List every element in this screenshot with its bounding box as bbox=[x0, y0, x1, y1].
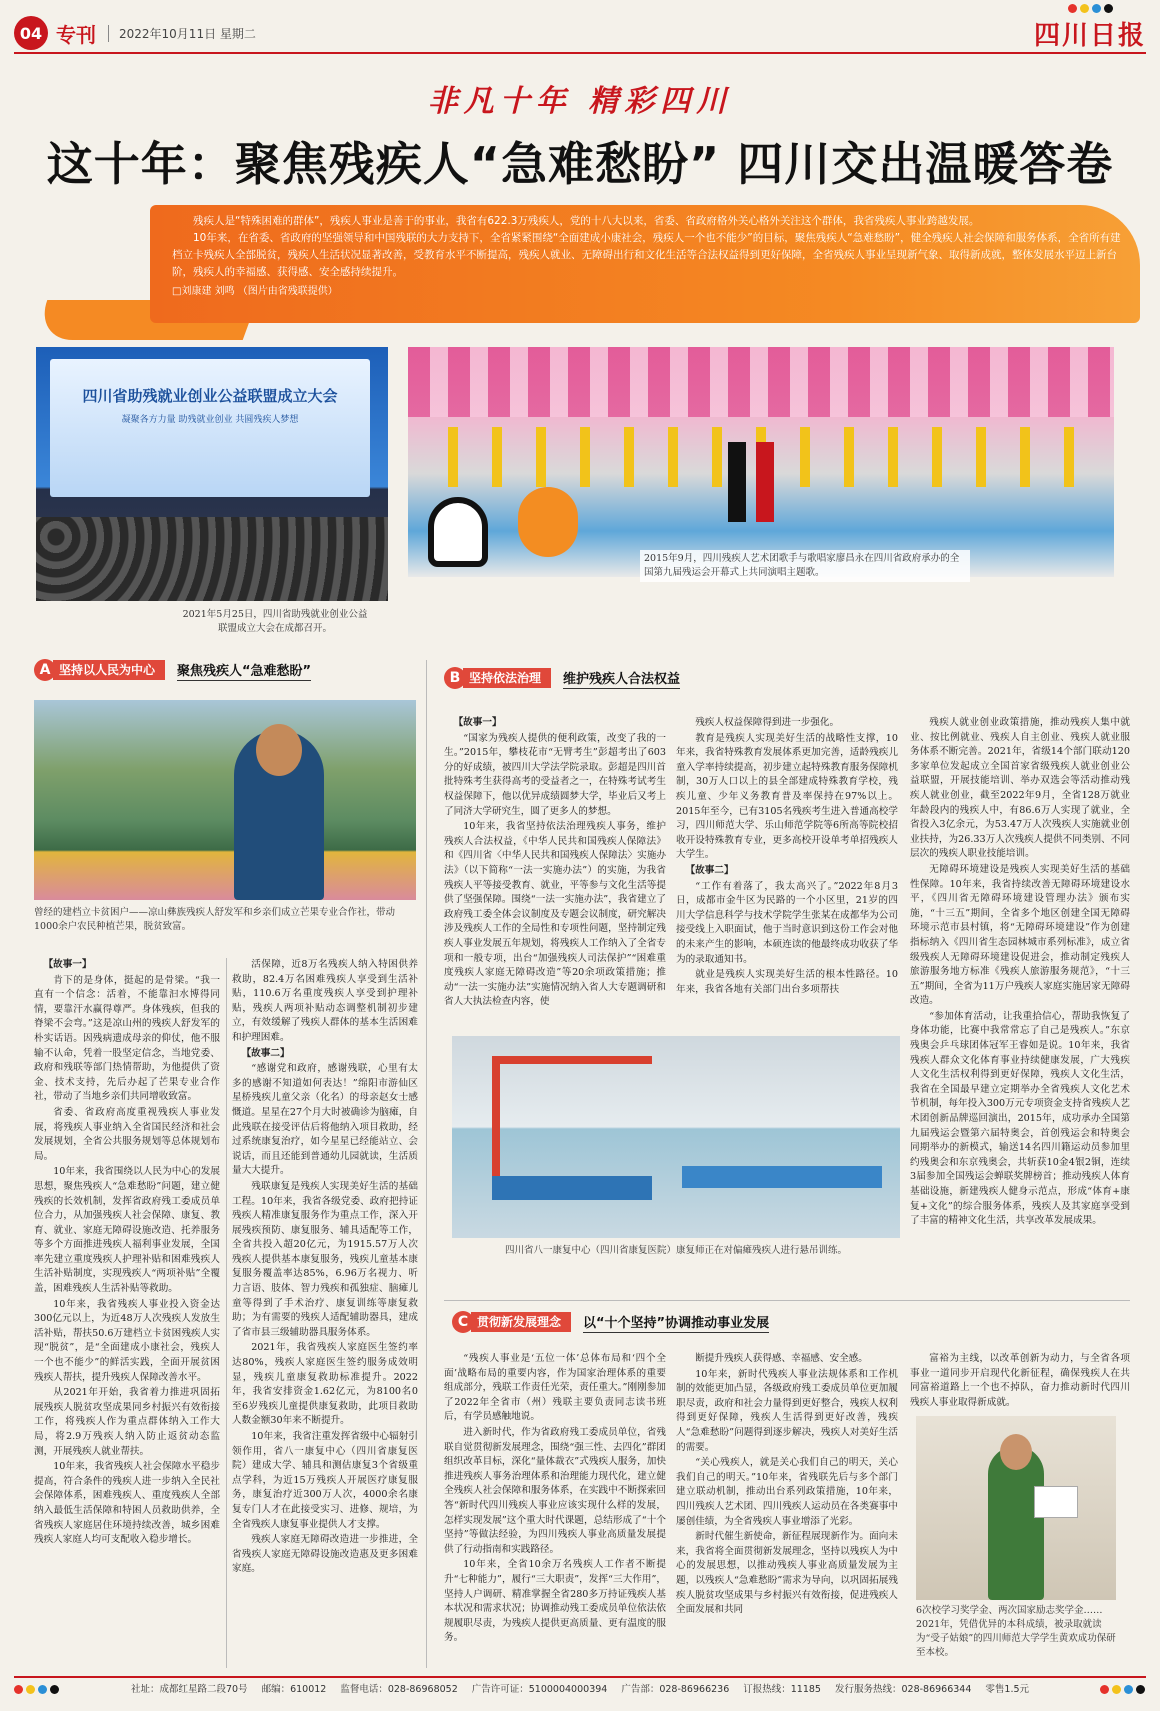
intro-paragraph: 残疾人是“特殊困难的群体”，残疾人事业是善于的事业，我省有622.3万残疾人，党的十八大以来，省委、省政府格外关心格外关注这个群体，我省残疾人事业跨越发展。 bbox=[193, 215, 980, 227]
therapy-bed bbox=[682, 1166, 882, 1188]
story-label: 【故事二】 bbox=[685, 864, 734, 876]
color-registration-dots bbox=[1100, 1685, 1145, 1694]
footer-subscribe: 订报热线：11185 bbox=[743, 1684, 821, 1695]
body-paragraph: 富裕为主线，以改革创新为动力，与全省各项事业一道同步开启现代化新征程，确保残疾人在共同富裕道路上一个也不掉队，奋力推动新时代四川残疾人事业取得新成就。 bbox=[910, 1353, 1130, 1408]
rehab-caption: 四川省八一康复中心（四川省康复医院）康复师正在对偏瘫残疾人进行悬吊训练。 bbox=[504, 1245, 847, 1256]
body-paragraph: “关心残疾人，就是关心我们自己的明天，关心我们自己的明天。”10年来，省残联先后与多个部门建立联动机制，推动出台系列政策措施，10年来，四川残疾人艺术团、四川残疾人运动员在各类赛事中屡创佳绩，为全省残疾人事业增添了光彩。 bbox=[676, 1457, 898, 1527]
body-paragraph: 10年来，我省围绕以人民为中心的发展思想，聚焦残疾人“急难愁盼”问题，建立健残疾的长效机制，发挥省政府残工委成员单位合力，从加强残疾人社会保障、康复、教育、就业、家庭无障碍设施改造、托养服务等多个方面推进残疾人福利事业发展，全国率先建立重度残疾人护理补贴和困难残疾人生活补贴制度，实现残疾人“两项补贴”全覆盖，困难残疾人生活补贴等救助。 bbox=[34, 1166, 220, 1295]
section-divider bbox=[444, 1300, 1130, 1301]
body-paragraph: 无障碍环境建设是残疾人实现美好生活的基础性保障。10年来，我省持续改善无障碍环境建设水平，《四川省无障碍环境建设管理办法》颁布实施，“十三五”期间，全省多个地区创建全国无障碍环境示范市县村镇，将“无障碍环境建设”作为创建指标纳入《四川省生态园林城市系列标准》，成立省级残疾人无障碍环境建设促进会，推动制定残疾人旅游服务地方标准《残疾人旅游服务规范》，“十三五”期间，全省为11万户残疾人家庭实施居家无障碍改造。 bbox=[910, 863, 1130, 1007]
section-a-header bbox=[34, 658, 311, 682]
footer-ad-license: 广告许可证：5100004000394 bbox=[471, 1684, 608, 1695]
body-paragraph: 10年来，我省残疾人事业投入资金达300亿元以上，为近48万人次残疾人发放生活补贴，帮扶50.6万建档立卡贫困残疾人实现“脱贫”，是“全面建成小康社会，残疾人一个也不能少”的鲜活实践，全面开展贫困残疾人帮扶，提升残疾人保障改善水平。 bbox=[34, 1298, 220, 1383]
section-subtitle: 以“十个坚持”协调推动事业发展 bbox=[583, 1312, 769, 1333]
body-paragraph: “残疾人事业是‘五位一体’总体布局和‘四个全面’战略布局的重要内容，作为国家治理体系的重要组成部分，残联工作责任光荣，责任重大。”刚刚参加了2022年全省市（州）残联主要负责同志读书班后，有学员感触地说。 bbox=[444, 1353, 666, 1423]
monkey-mascot bbox=[518, 487, 578, 557]
body-paragraph: 10年来，新时代残疾人事业法规体系和工作机制的效能更加凸显，各级政府残工委成员单位更加履职尽责，政府和社会力量得到更好整合，残疾人权利得到更好保障，残疾人生活得到更好改善，残疾人“急难愁盼”问题得到逐步解决，残疾人对美好生活的需要。 bbox=[676, 1368, 898, 1453]
therapy-bed bbox=[492, 1176, 652, 1200]
body-paragraph: 10年来，全省10余万名残疾人工作者不断提升“七种能力”，履行“三大职责”，发挥“三大作用”，坚持人户调研、精准掌握全省280多万持证残疾人基本状况和需求状况；协调推动残工委成员单位依法依规履职尽责，为残疾人提供更高质量、更有温度的服务。 bbox=[444, 1559, 666, 1644]
body-paragraph: 残联康复是残疾人实现美好生活的基础工程。10年来，我省各级党委、政府把持证残疾人精准康复服务作为重点工作，深入开展残疾预防、康复服务、辅具适配等工作，全省共投入超20亿元，为1915.57万人次残疾人提供基本康复服务，残疾儿童基本康复服务覆盖率达85%，6.96万名视力、听力言语、肢体、智力残疾和孤独症、脑瘫儿童等得到了手术治疗、康复训练等康复救助；为有需要的残疾人适配辅助器具，建成了省市县三级辅助器具服务体系。 bbox=[232, 1180, 418, 1338]
body-paragraph: 省委、省政府高度重视残疾人事业发展，将残疾人事业纳入全省国民经济和社会发展规划，全省公共服务规划等总体规划布局。 bbox=[34, 1106, 220, 1162]
mango-farmer-photo bbox=[34, 700, 416, 900]
footer-price: 零售1.5元 bbox=[985, 1684, 1030, 1695]
story-label: 【故事一】 bbox=[43, 959, 92, 970]
conference-banner-text: 四川省助残就业创业公益联盟成立大会 bbox=[82, 387, 338, 405]
story-label: 【故事二】 bbox=[241, 1047, 290, 1059]
section-tag: 贯彻新发展理念 bbox=[471, 1312, 571, 1332]
body-paragraph: 进入新时代，作为省政府残工委成员单位，省残联自觉贯彻新发展理念，围绕“强三性、去四化”群团组织改革目标，深化“量体裁衣”式残疾人服务，加快推进残疾人事务治理体系和治理能力现代化，建立健全残疾人社会保障和服务体系，在实践中不断探索回答“新时代四川残疾人事业应该实现什么样的发展，怎样实现发展”这个重大时代课题，总结形成了“十个坚持”等做法经验，为四川残疾人事业高质量发展提供了行动指南和实践路径。 bbox=[444, 1426, 666, 1555]
section-c-header bbox=[452, 1310, 769, 1334]
body-paragraph: “感谢党和政府，感谢残联，心里有太多的感谢不知道如何表达！”绵阳市游仙区星桥残疾儿童父亲（化名）的母亲赵女士感慨道。星星在27个月大时被确诊为脑瘫，自此残联在接受评估后将他纳入项目救助，经过系统康复治疗，如今星星已经能站立、会说话，而且还能到普通幼儿园就读，生活质量大大提升。 bbox=[232, 1063, 418, 1177]
certificate bbox=[1034, 1486, 1078, 1518]
section-tag: 坚持以人民为中心 bbox=[53, 660, 165, 680]
performance-photo bbox=[408, 347, 1114, 577]
suspension-frame bbox=[492, 1056, 652, 1064]
section-b-header bbox=[444, 666, 680, 690]
section-c-column-3 bbox=[910, 1352, 1130, 1412]
body-paragraph: 10年来，我省残疾人社会保障水平稳步提高，符合条件的残疾人进一步纳入全民社会保障体系，困难残疾人、重度残疾人全部纳入最低生活保障和特困人员救助供养，全省残疾人家庭居住环境持续改善，城乡困难残疾人家庭人均可支配收入稳步增长。 bbox=[34, 1461, 220, 1546]
color-registration-dots bbox=[14, 1685, 59, 1694]
conference-screen bbox=[50, 359, 370, 497]
intro-paragraph: 10年来，在省委、省政府的坚强领导和中国残联的大力支持下，全省紧紧围绕“全面建成小康社会，残疾人一个也不能少”的目标，聚焦残疾人“急难愁盼”，健全残疾人社会保障和服务体系，全省所有建档立卡残疾人全部脱贫，残疾人生活状况显著改善，受教育水平不断提高，残疾人就业、无障碍出行和文化生活等合法权益得到更好保障，全省残疾人事业呈现新气象、取得新成就，整体发展水平迈上新台阶，残疾人的幸福感、获得感、安全感持续提升。 bbox=[172, 232, 1121, 278]
body-paragraph: 活保障，近8万名残疾人纳入特困供养救助，82.4万名困难残疾人享受到生活补贴，110.6万名重度残疾人享受到护理补贴，残疾人两项补贴动态调整机制初步建立，有效缓解了残疾人群体的基本生活困难和护理困难。 bbox=[232, 959, 418, 1043]
body-paragraph: 残疾人家庭无障碍改造进一步推进，全省残疾人家庭无障碍设施改造惠及更多困难家庭。 bbox=[232, 1534, 418, 1575]
body-paragraph: 10年来，我省注重发挥省级中心辐射引领作用，省八一康复中心（四川省康复医院）建成大学、辅具和测估康复3个省级重点学科，为近15万残疾人开展医疗康复服务，康复治疗近300万人次，4000余名康复专门人才在此接受实习、进修、规培，为全省残疾人康复事业提供人才支撑。 bbox=[232, 1431, 418, 1530]
panda-mascot bbox=[428, 497, 488, 567]
section-subtitle: 聚焦残疾人“急难愁盼” bbox=[177, 660, 311, 681]
body-paragraph: 10年来，我省坚持依法治理残疾人事务，维护残疾人合法权益，《中华人民共和国残疾人保障法》和《四川省〈中华人民共和国残疾人保障法〉实施办法》（以下简称“一法一实施办法”）的实施，为我省残疾人平等接受教育、就业，平等参与文化生活等提供了坚强保障。围绕“一法一实施办法”，我省建立了政府残工委全体会议制度及专题会议制度，研究解决涉及残疾人工作的全局性和专项性问题，坚持制定残疾人事业发展五年规划，将残疾人工作纳入了全省专项和一般专项，出台“加强残疾人司法保护”“困难重度残疾人家庭无障碍改造”等20余项政策措施；推动“一法一实施办法”实施情况纳入省人大专题调研和省人大执法检查内容，使 bbox=[444, 821, 666, 1008]
conference-caption: 2021年5月25日，四川省助残就业创业公益联盟成立大会在成都召开。 bbox=[182, 609, 368, 634]
footer-distribution: 发行服务热线：028-86966344 bbox=[834, 1684, 972, 1695]
issue-date: 2022年10月11日 星期二 bbox=[108, 25, 256, 42]
audience bbox=[36, 517, 388, 601]
singer-figure bbox=[756, 442, 774, 522]
story-label: 【故事一】 bbox=[453, 717, 502, 728]
intro-ribbon bbox=[150, 205, 1140, 323]
page-footer bbox=[14, 1676, 1146, 1698]
singer-figure bbox=[728, 442, 746, 522]
section-letter: C bbox=[452, 1311, 474, 1333]
conference-subtitle: 凝聚各方力量 助残就业创业 共圆残疾人梦想 bbox=[121, 415, 299, 425]
body-paragraph: 断提升残疾人获得感、幸福感、安全感。 bbox=[695, 1353, 868, 1364]
page-header bbox=[14, 14, 1146, 54]
footer-address: 社址：成都红星路二段70号 bbox=[130, 1684, 248, 1695]
column-rule bbox=[226, 958, 227, 1668]
body-paragraph: 从2021年开始，我省着力推进巩固拓展残疾人脱贫攻坚成果同乡村振兴有效衔接工作，将残疾人作为重点群体纳入工作大局，将2.9万残疾人纳入防止返贫动态监测，开展残疾人就业帮扶。 bbox=[34, 1387, 220, 1457]
student-face bbox=[1000, 1434, 1032, 1470]
mango-caption: 曾经的建档立卡贫困户——凉山彝族残疾人舒发军和乡亲们成立芒果专业合作社，带动1000余户农民种植芒果，脱贫致富。 bbox=[34, 907, 396, 932]
section-b-column-2 bbox=[676, 716, 898, 1028]
body-paragraph: “参加体育活动，让我重拾信心，帮助我恢复了身体功能，比赛中我常常忘了自己是残疾人。”东京残奥会乒乓球团体冠军王睿如是说。10年来，我省残疾人群众文化体育事业持续健康发展，广大残疾人文化生活权利得到更好保障，残疾人文化生活，我省在全国最早建立定期举办全省残疾人文化艺术节机制，每年投入300万元专项资金支持省残疾人艺术团创新品牌巡回演出，2015年，成功承办全国第九届残运会暨第六届特奥会，首创残运会和特奥会同期举办的新模式，输送14名四川籍运动员参加里约残奥会和东京残奥会，共斩获10金4银2铜，连续3届参加全国残运会蝉联奖牌榜首；推动残疾人体育基础设施，新建残疾人健身示范点，形成“体育+康复+文化”的综合服务体系，残疾人及其家庭享受到了丰富的精神文化生活，共享改革发展成果。 bbox=[910, 1010, 1130, 1227]
body-paragraph: 残疾人权益保障得到进一步强化。 bbox=[695, 717, 840, 728]
headline: 这十年：聚焦残疾人“急难愁盼” 四川交出温暖答卷 bbox=[46, 137, 1114, 191]
series-title: 非凡十年 精彩四川 bbox=[427, 84, 733, 119]
conference-photo bbox=[36, 347, 388, 601]
byline: □刘康建 刘鸣 （图片由省残联提供） bbox=[172, 286, 338, 297]
section-letter: B bbox=[444, 667, 466, 689]
suspension-frame bbox=[492, 1056, 500, 1186]
body-paragraph: “国家为残疾人提供的便利政策，改变了我的一生。”2015年，攀枝花市“无臂考生”彭超考出了603分的好成绩，被四川大学法学院录取。彭超是四川首批特殊考生获得高考的受益者之一，在特殊考试考生权益保障下，他以优异成绩圆梦大学，毕业后又考上了同济大学研究生，圆了更多人的梦想。 bbox=[444, 732, 666, 817]
body-paragraph: 新时代催生新使命，新征程展现新作为。面向未来，我省将全面贯彻新发展理念，坚持以残疾人为中心的发展思想，以推动残疾人事业高质量发展为主题，以残疾人“急难愁盼”需求为导向，以巩固拓展残疾人脱贫攻坚成果与乡村振兴有效衔接，促进残疾人全面发展和共同 bbox=[676, 1531, 898, 1616]
graduate-photo bbox=[916, 1416, 1116, 1600]
section-a-column-2 bbox=[232, 958, 418, 1668]
section-name: 专刊 bbox=[56, 22, 96, 47]
footer-postcode: 邮编：610012 bbox=[261, 1684, 327, 1695]
farmer-face bbox=[256, 724, 302, 776]
performance-caption: 2015年9月，四川残疾人艺术团歌手与歌唱家廖昌永在四川省政府承办的全国第九届残运会开幕式上共同演唱主题歌。 bbox=[640, 550, 970, 582]
body-paragraph: “工作有着落了，我太高兴了。”2022年8月3日，成都市金牛区为民路的一个小区里，21岁的四川大学信息科学与技术学院学生张某在成都华为公司接受线上入职面试，他于当时意识到这份工作会对他的未来产生的影响，本硕连读的他最终成功收获了华为的录取通知书。 bbox=[676, 880, 898, 965]
section-tag: 坚持依法治理 bbox=[463, 668, 551, 688]
body-paragraph: 教育是残疾人实现美好生活的战略性支撑，10年来，我省特殊教育发展体系更加完善，适龄残疾儿童入学率持续提高，初步建立起特殊教育服务保障机制，30万人口以上的县全部建成特殊教育学校，残疾儿童、少年义务教育普及率保持在97%以上。2015年至今，已有3105名残疾考生进入普通高校学习，四川师范大学、乐山师范学院等6所高等院校招收开设特殊教育专业，更多高校开设单考单招残疾人大学生。 bbox=[676, 732, 898, 861]
color-registration-dots bbox=[1068, 4, 1113, 13]
section-letter: A bbox=[34, 659, 56, 681]
section-a-column-1 bbox=[34, 958, 220, 1668]
page-number-badge: 04 bbox=[14, 16, 48, 50]
section-c-column-1 bbox=[444, 1352, 666, 1668]
footer-ad-phone: 广告部：028-86966236 bbox=[621, 1684, 730, 1695]
newspaper-masthead: 四川日报 bbox=[1033, 20, 1146, 51]
rehab-training-photo bbox=[452, 1036, 900, 1238]
body-paragraph: 残疾人就业创业政策措施，推动残疾人集中就业、按比例就业、残疾人自主创业、残疾人就业服务体系不断完善。2021年，省级14个部门联动120多家单位发起成立全国首家省级残疾人就业创业公益联盟，开展技能培训、举办双选会等活动推动残疾人就业创业，截至2022年9月，全省128万就业年龄段内的残疾人中，有86.6万人实现了就业，全省投入3亿余元，为53.47万人次残疾人实施就业创业扶持，为26.33万人次残疾人提供不同类别、不同层次的残疾人职业技能培训。 bbox=[910, 717, 1130, 860]
graduate-caption: 6次校学习奖学金、两次国家励志奖学金……2021年，凭借优异的本科成绩，被录取就读为“受子姑娘”的四川师范大学学生黄欢成功保研至本校。 bbox=[916, 1605, 1116, 1658]
dancers-fans bbox=[408, 347, 1114, 417]
body-paragraph: 2021年，我省残疾人家庭医生签约率达80%，残疾人家庭医生签约服务成效明显，残疾儿童康复救助标准提升。2022年，我省安排资金1.62亿元，为8100名0至6岁残疾儿童提供康复救助，此项目救助人数金额30年来不断提升。 bbox=[232, 1342, 418, 1427]
body-paragraph: 肯下的是身体，挺起的是骨梁。“我一直有一个信念：活着，不能靠汩水博得同情，要靠汗水赢得尊严。身体残疾，但我的脊梁不会弯。”这是凉山州的残疾人舒发军的朴实话语。因残病遗成母亲的仰仗，他不服输不认命，凭着一股坚定信念，当地党委、政府和残联等部门热情帮助，为他提供了资金、技术支持，先后办起了芒果专业合作社，带动了当地乡亲们共同增收致富。 bbox=[34, 974, 220, 1103]
body-paragraph: 就业是残疾人实现美好生活的根本性路径。10年来，我省各地有关部门出台多项帮扶 bbox=[676, 969, 898, 995]
section-divider bbox=[426, 660, 427, 1668]
section-b-column-3 bbox=[910, 716, 1130, 1296]
footer-supervision-phone: 监督电话：028-86968052 bbox=[340, 1684, 458, 1695]
section-c-column-2 bbox=[676, 1352, 898, 1668]
section-b-column-1 bbox=[444, 716, 666, 1028]
section-subtitle: 维护残疾人合法权益 bbox=[563, 668, 680, 689]
